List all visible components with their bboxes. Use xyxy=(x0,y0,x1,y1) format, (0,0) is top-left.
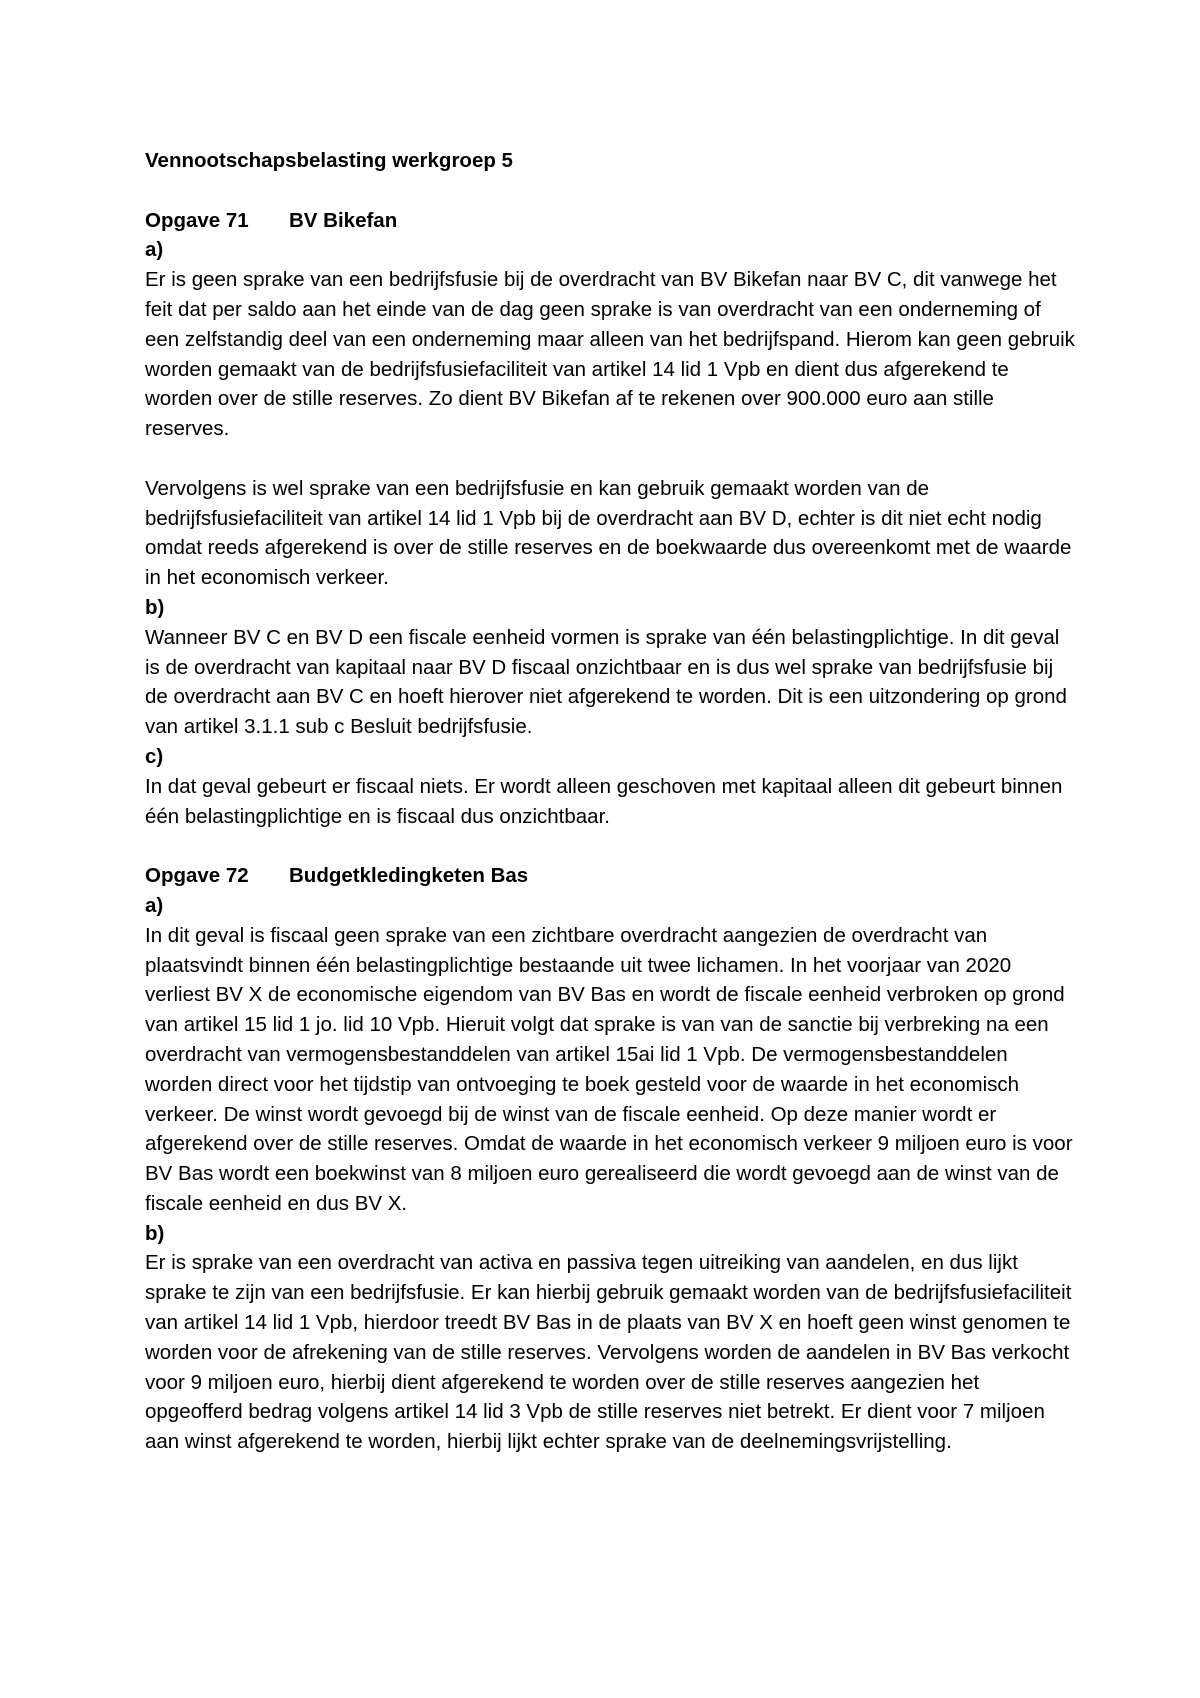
document-body xyxy=(145,146,1075,1487)
part-label: b) xyxy=(145,1221,165,1245)
part-label: b) xyxy=(145,595,165,619)
section-opgave-72 xyxy=(145,861,1075,1457)
paragraph: Wanneer BV C en BV D een fiscale eenheid vormen is sprake van één belastingplichtige. In dit geval is de overdracht van kapitaal naar BV D fiscaal onzichtbaar en is dus wel sprake van bedrijfsfusie bij de overdracht aan BV C en hoeft hierover niet afgerekend te worden. Dit is een uitzondering op grond van artikel 3.1.1 sub c Besluit bedrijfsfusie. xyxy=(145,625,1067,739)
paragraph: In dit geval is fiscaal geen sprake van een zichtbare overdracht aangezien de overdracht van plaatsvindt binnen één belastingplichtige bestaande uit twee lichamen. In het voorjaar van 2020 verliest BV X de economische eigendom van BV Bas en wordt de fiscale eenheid verbroken op grond van artikel 15 lid 1 jo. lid 10 Vpb. Hieruit volgt dat sprake is van van de sanctie bij verbreking na een overdracht van vermogensbestanddelen van artikel 15ai lid 1 Vpb. De vermogensbestanddelen worden direct voor het tijdstip van ontvoeging te boek gesteld voor de waarde in het economisch verkeer. De winst wordt gevoegd bij de winst van de fiscale eenheid. Op deze manier wordt er afgerekend over de stille reserves. Omdat de waarde in het economisch verkeer 9 miljoen euro is voor BV Bas wordt een boekwinst van 8 miljoen euro gerealiseerd die wordt gevoegd aan de winst van de fiscale eenheid en dus BV X. xyxy=(145,923,1073,1215)
section-heading xyxy=(145,861,1075,891)
paragraph: Er is sprake van een overdracht van activa en passiva tegen uitreiking van aandelen, en dus lijkt sprake te zijn van een bedrijfsfusie. Er kan hierbij gebruik gemaakt worden van de bedrijfsfusiefaciliteit van artikel 14 lid 1 Vpb, hierdoor treedt BV Bas in de plaats van BV X en hoeft geen winst genomen te worden voor de afrekening van de stille reserves. Vervolgens worden de aandelen in BV Bas verkocht voor 9 miljoen euro, hierbij dient afgerekend te worden over de stille reserves aangezien het opgeofferd bedrag volgens artikel 14 lid 3 Vpb de stille reserves niet betrekt. Er dient voor 7 miljoen aan winst afgerekend te worden, hierbij lijkt echter sprake van de deelnemingsvrijstelling. xyxy=(145,1251,1072,1454)
part-label: a) xyxy=(145,893,164,917)
paragraph: Er is geen sprake van een bedrijfsfusie bij de overdracht van BV Bikefan naar BV C, dit vanwege het feit dat per saldo aan het einde van de dag geen sprake is van overdracht van een onderneming of een zelfstandig deel van een onderneming maar alleen van het bedrijfspand. Hierom kan geen gebruik worden gemaakt van de bedrijfsfusiefaciliteit van artikel 14 lid 1 Vpb en dient dus afgerekend te worden over de stille reserves. Zo dient BV Bikefan af te rekenen over 900.000 euro aan stille reserves. xyxy=(145,268,1075,441)
section-number: Opgave 71 xyxy=(145,208,249,232)
section-name: Budgetkledingketen Bas xyxy=(289,864,529,888)
section-name: BV Bikefan xyxy=(289,208,398,232)
document-title: Vennootschapsbelasting werkgroep 5 xyxy=(145,149,513,172)
section-opgave-71 xyxy=(145,206,1075,832)
part-label: c) xyxy=(145,744,164,768)
section-heading xyxy=(145,206,1075,236)
part-label: a) xyxy=(145,238,164,262)
paragraph: In dat geval gebeurt er fiscaal niets. Er wordt alleen geschoven met kapitaal alleen dit gebeurt binnen één belastingplichtige en is fiscaal dus onzichtbaar. xyxy=(145,774,1063,828)
section-number: Opgave 72 xyxy=(145,864,249,888)
paragraph: Vervolgens is wel sprake van een bedrijfsfusie en kan gebruik gemaakt worden van de bedrijfsfusiefaciliteit van artikel 14 lid 1 Vpb bij de overdracht aan BV D, echter is dit niet echt nodig omdat reeds afgerekend is over de stille reserves en de boekwaarde dus overeenkomt met de waarde in het economisch verkeer. xyxy=(145,476,1072,590)
